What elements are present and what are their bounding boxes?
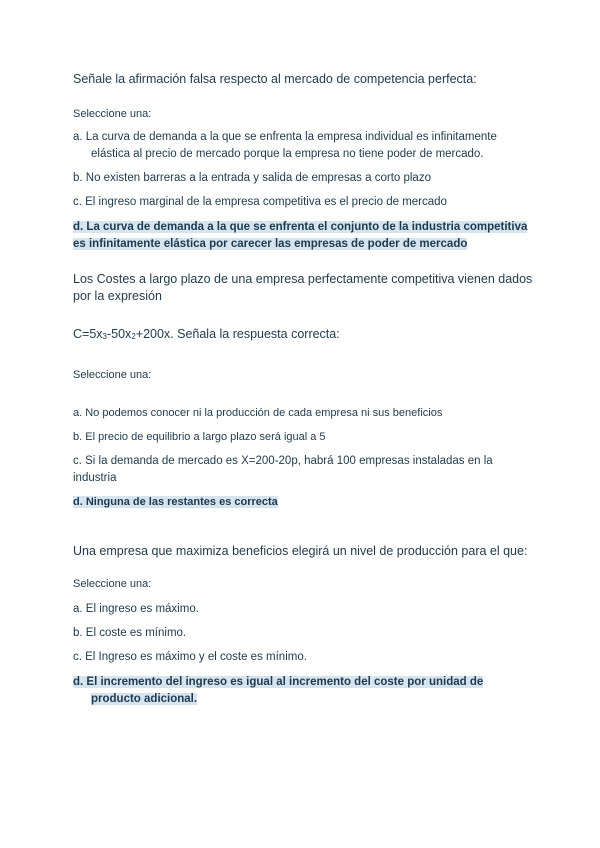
question-3-option-d-highlight-2: producto adicional. — [91, 693, 198, 705]
formula-exponent-2: 2 — [131, 332, 136, 341]
formula-part-c: +200x. Señala la respuesta correcta: — [135, 327, 340, 341]
question-1-select-label: Seleccione una: — [73, 108, 152, 120]
question-1-option-d-highlight: d. La curva de demanda a la que se enfrenta el conjunto de la industria competitiva — [73, 221, 528, 233]
question-1-option-d-highlight-2: es infinitamente elástica por carecer las empresas de poder de mercado — [73, 238, 468, 250]
question-2-option-c-line1[interactable]: c. Si la demanda de mercado es X=200-20p, habrá 100 empresas instaladas en la — [73, 455, 493, 467]
question-3-option-d-line2[interactable] — [91, 691, 197, 707]
question-2-formula — [73, 326, 340, 345]
question-1-option-c[interactable]: c. El ingreso marginal de la empresa competitiva es el precio de mercado — [73, 196, 447, 208]
question-1-text: Señale la afirmación falsa respecto al mercado de competencia perfecta: — [73, 72, 477, 86]
formula-part-a: C=5x — [73, 327, 103, 341]
question-2-select-label: Seleccione una: — [73, 369, 152, 381]
question-1-option-a-line2[interactable]: elástica al precio de mercado porque la empresa no tiene poder de mercado. — [91, 148, 484, 160]
question-3-option-a[interactable]: a. El ingreso es máximo. — [73, 603, 199, 615]
question-2-text-line1: Los Costes a largo plazo de una empresa perfectamente competitiva vienen dados — [73, 272, 533, 286]
question-2-option-a[interactable]: a. No podemos conocer ni la producción de cada empresa ni sus beneficios — [73, 407, 443, 419]
question-3-option-d-highlight: d. El incremento del ingreso es igual al incremento del coste por unidad de — [73, 676, 484, 688]
question-1-option-a-line1[interactable]: a. La curva de demanda a la que se enfrenta la empresa individual es infinitamente — [73, 131, 497, 143]
question-3-option-d-line1[interactable] — [73, 674, 483, 690]
question-2-text-line2: por la expresión — [73, 289, 162, 303]
question-3-select-label: Seleccione una: — [73, 578, 152, 590]
question-1-option-d-line1[interactable] — [73, 219, 527, 235]
question-2-option-d[interactable] — [73, 494, 278, 510]
formula-part-b: -50x — [106, 327, 132, 341]
question-1-option-b[interactable]: b. No existen barreras a la entrada y salida de empresas a corto plazo — [73, 172, 431, 184]
formula-exponent-3: 3 — [102, 332, 107, 341]
question-2-option-b[interactable]: b. El precio de equilibrio a largo plazo será igual a 5 — [73, 431, 326, 443]
question-3-option-c[interactable]: c. El Ingreso es máximo y el coste es mínimo. — [73, 651, 307, 663]
question-3-option-b[interactable]: b. El coste es mínimo. — [73, 627, 187, 639]
question-3-text: Una empresa que maximiza beneficios elegirá un nivel de producción para el que: — [73, 544, 528, 558]
question-2-option-d-highlight: d. Ninguna de las restantes es correcta — [73, 496, 278, 508]
question-1-option-d-line2[interactable] — [73, 236, 467, 252]
question-2-option-c-line2[interactable]: industria — [73, 472, 117, 484]
